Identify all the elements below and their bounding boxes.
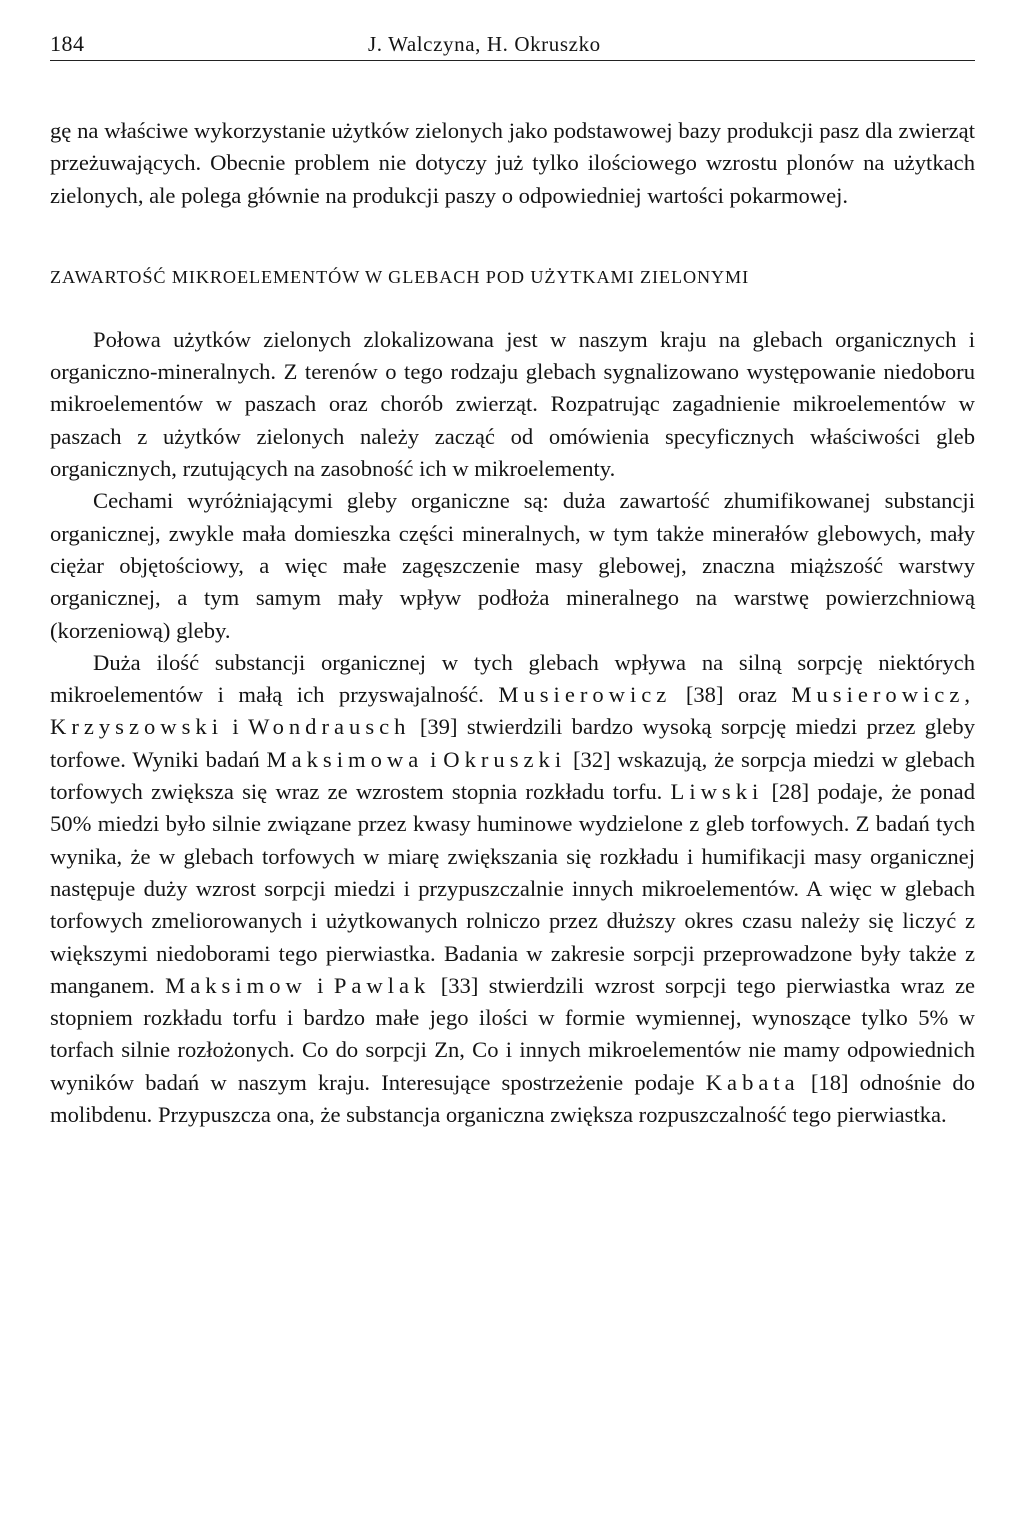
paragraph-3-text: [39] stwierdzili bardzo wysoką sorpcję miedzi przez gleby torfowe. Wyniki badań: [50, 714, 976, 772]
paragraph-3-text: i: [222, 714, 249, 740]
author-name: Okruszki: [443, 746, 567, 772]
intro-paragraph: gę na właściwe wykorzystanie użytków zielonych jako podstawowej bazy produkcji pasz dla zwierząt przeżuwających. Obecnie problem nie dotyczy już tylko ilościowego wzrostu plonów na użytkach zielonych, ale polega głównie na produkcji paszy o odpowiedniej wartości pokarmowej.: [50, 118, 975, 208]
paragraph-3-text: i: [306, 972, 334, 998]
author-name: Musierowicz, Krzyszowski: [50, 682, 975, 740]
paragraph-1: Połowa użytków zielonych zlokalizowana jest w naszym kraju na glebach organicznych i organiczno-mineralnych. Z terenów o tego rodzaju glebach sygnalizowano występowanie niedoboru mikroelementów w paszach oraz chorób zwierząt. Rozpatrując zagadnienie mikroelementów w paszach z użytków zielonych należy zacząć od omówienia specyficznych właściwości gleb organicznych, rzutujących na zasobność ich w mikroelementy.: [50, 326, 975, 482]
document-page: [50, 22, 975, 1131]
paragraph-3-text: [28] podaje, że ponad 50% miedzi było silnie związane przez kwasy huminowe wydzielone z gleb torfowych. Z badań tych wynika, że w glebach torfowych w miarę zwiększania się rozkładu i humifikacji masy organicznej następuje duży wzrost sorpcji miedzi i przypuszczalnie innych mikroelementów. A więc w glebach torfowych zmeliorowanych i użytkowanych rolniczo przez dłuższy okres czasu należy się liczyć z większymi niedoborami tego pierwiastka. Badania w zakresie sorpcji przeprowadzone były także z manganem.: [50, 779, 975, 998]
running-title: J. Walczyna, H. Okruszko: [368, 32, 601, 56]
paragraph-3-text: i: [423, 746, 444, 772]
author-name: Musierowicz: [498, 682, 672, 708]
section-heading: ZAWARTOŚĆ MIKROELEMENTÓW W GLEBACH POD UŻYTKAMI ZIELONYMI: [50, 266, 750, 287]
running-header: [50, 22, 975, 61]
paragraph-3-text: [38] oraz: [671, 682, 792, 708]
paragraph-3-text: [18] odnośnie do molibdenu. Przypuszcza ona, że substancja organiczna zwiększa rozpuszczalność tego pierwiastka.: [50, 1069, 975, 1128]
author-name: Pawlak: [333, 972, 431, 998]
author-name: Maksimowa: [266, 746, 424, 772]
paragraph-2: Cechami wyróżniającymi gleby organiczne są: duża zawartość zhumifikowanej substancji organicznej, zwykle mała domieszka części mineralnych, w tym także minerałów glebowych, mały ciężar objętościowy, a więc małe zagęszczenie masy glebowej, znaczna miąższość warstwy organicznej, a tym samym mały wpływ podłoża mineralnego na warstwę powierzchniową (korzeniową) gleby.: [50, 488, 975, 643]
paragraph-3-text: [33] stwierdzili wzrost sorpcji tego pierwiastka wraz ze stopniem rozkładu torfu i bardzo małe jego ilości w formie wymiennej, wynoszące tylko 5% w torfach silnie rozłożonych. Co do sorpcji Zn, Co i innych mikroelementów nie mamy odpowiednich wyników badań w naszym kraju. Interesujące spostrzeżenie podaje: [50, 972, 975, 1095]
author-name: Wondrausch: [248, 714, 411, 740]
author-name: Liwski: [670, 779, 764, 805]
author-name: Maksimow: [165, 972, 307, 998]
paragraph-3-text: Duża ilość substancji organicznej w tych glebach wpływa na silną sorpcję niektórych mikroelementów i małą ich przyswajalność.: [50, 649, 975, 708]
paragraph-3: [50, 647, 975, 1131]
paragraph-3-text: [32] wskazują, że sorpcja miedzi w glebach torfowych zwiększa się wraz ze wzrostem stopnia rozkładu torfu.: [50, 746, 975, 805]
author-name: Kabata: [705, 1069, 800, 1095]
page-number: 184: [50, 31, 85, 56]
